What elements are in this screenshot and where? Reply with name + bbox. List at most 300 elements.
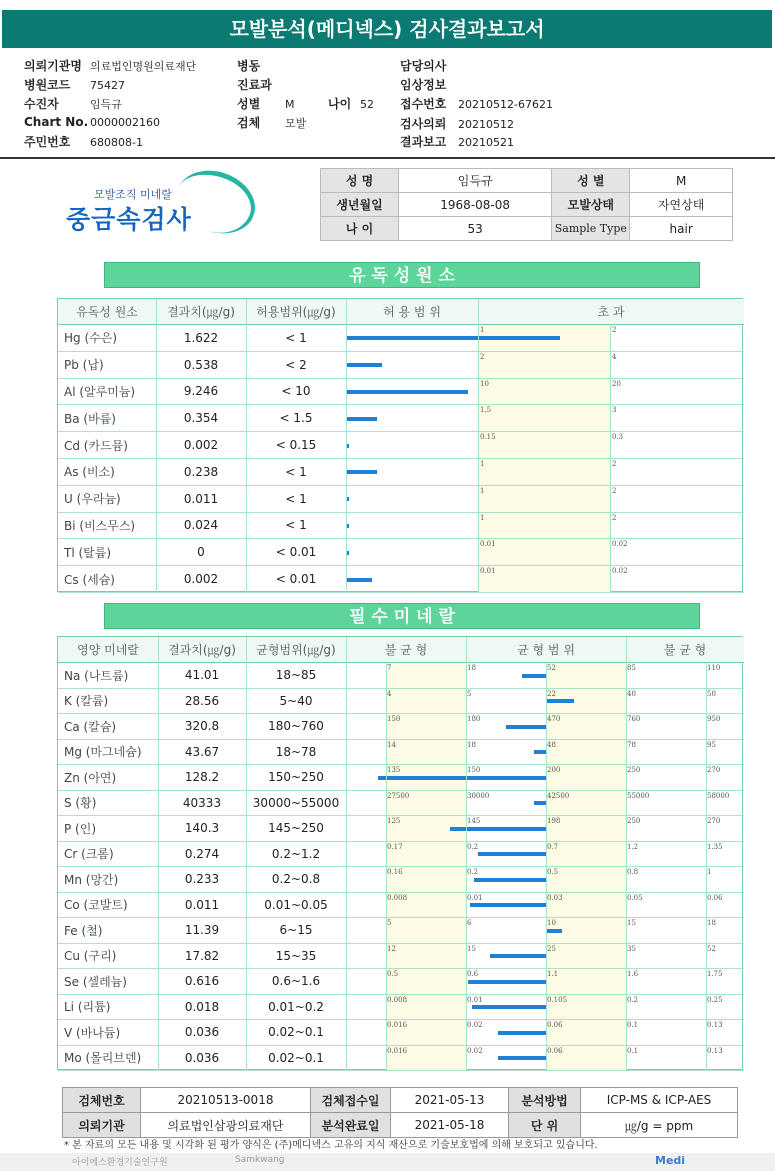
institution-label: 의뢰기관명 [24,59,82,73]
sex-value: M [285,98,295,111]
done-date-value: 2021-05-18 [391,1113,509,1138]
mineral-header-5: 불 균 형 [663,643,707,657]
mineral-tick: 1 [707,868,712,876]
chart-no-label: Chart No. [24,115,89,129]
mineral-tick: 22 [547,689,556,698]
toxic-element-range: < 1 [285,518,307,533]
mineral-element-value: 0.018 [184,999,220,1014]
mineral-tick: 0.16 [387,868,403,876]
mineral-element-value: 40333 [182,795,222,810]
toxic-element-value: 0.238 [183,464,219,479]
mineral-element-value: 0.036 [184,1050,220,1065]
mineral-element-value: 11.39 [184,923,220,938]
mineral-tick: 0.8 [627,868,639,876]
clinical-label: 임상정보 [400,78,447,92]
mineral-element-name: Fe (철) [64,923,103,938]
mineral-element-name: Cu (구리) [64,949,117,964]
mineral-value-bar [498,1056,546,1060]
mineral-header-0: 영양 미네랄 [77,643,139,657]
mineral-tick: 135 [387,766,401,774]
mineral-tick: 7 [387,664,392,672]
ward-label: 병동 [237,59,261,73]
toxic-row [58,405,744,432]
mineral-tick: 0.2 [467,868,479,876]
toxic-tick-1: 1 [480,513,485,522]
pt-sex-value: M [630,169,733,193]
toxic-element-range: < 0.01 [275,545,317,560]
mineral-row [58,842,744,868]
mineral-tick: 950 [707,715,721,723]
toxic-element-name: Ba (바륨) [64,411,116,426]
mineral-element-value: 140.3 [184,821,220,836]
mineral-value-bar [470,903,546,907]
mineral-value-bar [506,725,546,729]
mineral-tick: 470 [547,715,561,723]
mineral-tick: 5 [387,919,392,927]
mineral-tick: 1.75 [707,970,723,978]
mineral-tick: 0.25 [707,995,723,1004]
toxic-element-range: < 2 [285,357,307,372]
toxic-grid-vline [346,299,347,593]
mineral-tick: 27500 [387,791,410,800]
mineral-tick: 0.1 [627,1046,639,1055]
toxic-row [58,352,744,379]
mineral-tick: 14 [387,740,396,749]
mineral-element-name: Li (리튬) [64,1000,111,1015]
toxic-element-name: Cd (카드뮴) [64,438,128,453]
mineral-tick: 0.016 [387,1046,408,1055]
mineral-grid-vline [546,663,547,1071]
toxic-element-range: < 1 [285,330,307,345]
mineral-tick: 0.01 [467,995,483,1004]
toxic-row [58,325,744,352]
mineral-tick: 110 [707,664,721,672]
receipt-no-label: 접수번호 [400,97,447,111]
mineral-value-bar [478,852,546,856]
mineral-tick: 760 [627,715,641,723]
mineral-header-row [58,637,744,663]
mineral-element-value: 28.56 [184,693,220,708]
toxic-row [58,459,744,486]
pt-age-value: 53 [399,217,552,241]
toxic-value-bar [346,417,377,421]
mineral-row [58,740,744,766]
mineral-row [58,1046,744,1072]
mineral-tick: 0.03 [547,893,563,902]
toxic-tick-2: 2 [612,513,617,522]
footer-strip [0,1153,775,1171]
toxic-row [58,513,744,540]
pt-dob-value: 1968-08-08 [399,193,552,217]
footer-left-logo: 아이에스환경기술연구원 [72,1158,168,1168]
mineral-tick: 270 [707,817,721,825]
toxic-element-name: Hg (수은) [64,331,118,346]
footer-mid-logo: Samkwang [235,1155,285,1165]
mineral-value-bar [522,674,546,678]
toxic-element-value: 0.002 [183,572,219,587]
mineral-tick: 1.6 [627,970,639,978]
toxic-header-1: 결과치(㎍/g) [167,305,235,319]
pt-age-label: 나 이 [321,217,399,241]
footer-right-logo: Medi [655,1154,686,1167]
toxic-tick-1: 1 [480,326,485,334]
patient-info-table [320,168,733,241]
mineral-element-range: 180~760 [268,719,324,734]
mineral-tick: 250 [627,766,641,774]
toxic-tick-2: 0.02 [612,540,628,549]
mineral-element-name: Mg (마그네슘) [64,745,142,760]
patient-label: 수진자 [24,97,59,111]
mineral-tick: 12 [387,944,396,953]
mineral-row [58,689,744,715]
toxic-element-name: Bi (비스무스) [64,518,136,533]
mineral-value-bar [378,776,546,780]
mineral-row [58,663,744,689]
mineral-value-bar [546,699,574,703]
mineral-element-value: 0.036 [184,1025,220,1040]
mineral-grid-vline [246,637,247,1071]
mineral-tick: 58000 [707,791,730,800]
mineral-tick: 35 [627,944,636,953]
mineral-element-range: 0.2~0.8 [271,872,321,887]
mineral-tick: 4 [387,689,392,698]
toxic-grid-vline [156,299,157,593]
mineral-element-range: 150~250 [268,770,324,785]
mineral-grid-vline [706,663,707,1071]
toxic-value-bar [346,390,468,394]
mineral-element-range: 145~250 [268,821,324,836]
mineral-value-bar [468,980,546,984]
toxic-tick-1: 2 [480,352,485,361]
mineral-tick: 15 [627,919,636,927]
mineral-tick: 145 [467,817,481,825]
logo [66,172,266,242]
mineral-element-name: S (황) [64,796,97,811]
toxic-tick-2: 2 [612,486,617,495]
mineral-tick: 1.35 [707,842,723,851]
recv-date-label: 검체접수일 [311,1088,391,1113]
pt-hair-label: 모발상태 [552,193,630,217]
toxic-value-bar [346,336,560,340]
mineral-element-range: 5~40 [279,693,313,708]
mineral-element-range: 0.2~1.2 [271,846,321,861]
mineral-row [58,944,744,970]
mineral-tick: 18 [467,740,476,749]
spec-no-value: 20210513-0018 [141,1088,311,1113]
mineral-tick: 10 [547,919,556,927]
mineral-element-value: 0.233 [184,872,220,887]
toxic-tick-2: 20 [612,379,621,388]
mineral-tick: 50 [707,689,716,698]
toxic-tick-1: 1 [480,486,485,495]
toxic-row [58,566,744,593]
toxic-element-value: 0.354 [183,411,219,426]
mineral-row [58,791,744,817]
mineral-tick: 250 [627,817,641,825]
mineral-tick: 5 [467,689,472,698]
test-request-value: 20210512 [458,118,514,131]
toxic-header-4: 초 과 [597,305,625,319]
mineral-element-name: Cr (크롬) [64,847,114,862]
mineral-header-4: 균 형 범 위 [517,643,575,657]
mineral-element-name: Zn (아연) [64,770,117,785]
mineral-header-2: 균형범위(㎍/g) [256,643,336,657]
toxic-element-range: < 1 [285,491,307,506]
toxic-element-value: 0 [197,545,205,560]
toxic-element-range: < 1.5 [279,411,313,426]
mineral-tick: 1.2 [627,842,639,851]
mineral-value-bar [534,750,546,754]
method-label: 분석방법 [509,1088,581,1113]
mineral-value-bar [450,827,546,831]
mineral-tick: 198 [547,817,561,825]
toxic-element-value: 9.246 [183,384,219,399]
mineral-element-range: 0.02~0.1 [268,1025,324,1040]
mineral-header-1: 결과치(㎍/g) [168,643,236,657]
mineral-element-name: Co (코발트) [64,898,128,913]
mineral-tick: 55000 [627,791,650,800]
mineral-element-value: 17.82 [184,948,220,963]
mineral-tick: 0.7 [547,842,559,851]
mineral-element-range: 15~35 [275,948,317,963]
toxic-row [58,539,744,566]
mineral-tick: 95 [707,740,716,749]
toxic-tick-2: 2 [612,460,617,468]
mineral-element-name: Mo (몰리브덴) [64,1051,142,1066]
mineral-tick: 18 [707,919,716,927]
toxic-element-name: Cs (세슘) [64,572,115,587]
mineral-tick: 85 [627,664,636,672]
mineral-tick: 180 [467,715,481,723]
pt-sex-label: 성 별 [552,169,630,193]
age-value: 52 [360,98,374,111]
toxic-element-value: 0.538 [183,357,219,372]
report-title: 모발분석(메디넥스) 검사결과보고서 [2,10,772,48]
toxic-element-name: As (비소) [64,465,115,480]
toxic-element-range: < 10 [281,384,311,399]
mineral-tick: 0.05 [627,893,643,902]
toxic-section-band: 유 독 성 원 소 [104,262,700,288]
mineral-grid-vline [626,637,627,1071]
toxic-row [58,432,744,459]
mineral-element-name: P (인) [64,821,97,836]
toxic-value-bar [346,470,377,474]
mineral-tick: 0.06 [547,1046,563,1055]
logo-title: 중금속검사 [66,205,192,234]
spec-no-label: 검체번호 [63,1088,141,1113]
toxic-element-name: U (우라늄) [64,492,121,507]
toxic-element-range: < 1 [285,464,307,479]
mineral-tick: 0.13 [707,1021,723,1029]
result-report-value: 20210521 [458,136,514,149]
copyright-note: * 본 자료의 모든 내용 및 시각화 된 평가 양식은 (주)메디넥스 고유의 지식 재산으로 기술보호법에 의해 보호되고 있습니다. [64,1140,598,1151]
mineral-tick: 6 [467,919,472,927]
mineral-value-bar [534,801,546,805]
mineral-tick: 0.06 [547,1021,563,1029]
mineral-tick: 30000 [467,791,490,800]
mineral-element-range: 30000~55000 [252,795,340,810]
pt-name-label: 성 명 [321,169,399,193]
mineral-tick: 270 [707,766,721,774]
mineral-value-bar [498,1031,546,1035]
pt-hair-value: 자연상태 [630,193,733,217]
mineral-tick: 0.02 [467,1046,483,1055]
mineral-value-bar [472,1005,546,1009]
mineral-tick: 0.105 [547,995,568,1004]
mineral-tick: 0.17 [387,842,403,851]
mineral-element-value: 41.01 [184,668,220,683]
header-divider [0,157,775,159]
mineral-tick: 15 [467,944,476,953]
rrn-label: 주민번호 [24,135,71,149]
toxic-header-2: 허용범위(㎍/g) [256,305,336,319]
pt-sample-type-label: Sample Type [552,217,630,241]
mineral-element-value: 0.274 [184,846,220,861]
recv-date-value: 2021-05-13 [391,1088,509,1113]
pt-name-value: 임득규 [399,169,552,193]
mineral-row [58,1020,744,1046]
toxic-row [58,379,744,406]
toxic-tick-1: 1 [480,460,485,468]
mineral-tick: 1.1 [547,970,559,978]
dept-label: 진료과 [237,78,272,92]
receipt-no-value: 20210512-67621 [458,98,553,111]
test-request-label: 검사의뢰 [400,117,447,131]
mineral-element-range: 18~78 [275,744,317,759]
mineral-element-range: 0.6~1.6 [271,974,321,989]
inst-value: 의료법인삼광의료재단 [141,1113,311,1138]
mineral-section-band: 필 수 미 네 랄 [104,603,700,629]
mineral-tick: 78 [627,740,636,749]
mineral-tick: 0.016 [387,1021,408,1029]
mineral-element-range: 0.01~0.05 [264,897,328,912]
mineral-element-name: V (바나듐) [64,1025,121,1040]
pt-dob-label: 생년월일 [321,193,399,217]
mineral-row [58,867,744,893]
analysis-info-table [62,1087,738,1138]
done-date-label: 분석완료일 [311,1113,391,1138]
mineral-grid-vline [346,637,347,1071]
sex-label: 성별 [237,97,261,111]
mineral-grid-vline [158,637,159,1071]
mineral-element-value: 0.616 [184,974,220,989]
method-value: ICP-MS & ICP-AES [581,1088,738,1113]
toxic-header-3: 허 용 범 위 [383,305,441,319]
mineral-tick: 0.13 [707,1046,723,1055]
mineral-element-range: 0.01~0.2 [268,999,324,1014]
mineral-tick: 0.008 [387,893,408,902]
mineral-tick: 0.01 [467,893,483,902]
specimen-label: 검체 [237,116,261,130]
mineral-row [58,893,744,919]
patient-value: 임득규 [90,98,122,111]
mineral-tick: 125 [387,817,401,825]
toxic-tick-1: 0.01 [480,567,496,576]
toxic-element-name: Pb (납) [64,358,104,373]
rrn-value: 680808-1 [90,136,143,149]
mineral-tick: 0.6 [467,970,479,978]
mineral-tick: 52 [547,664,556,672]
toxic-header-row [58,299,744,325]
mineral-header-3: 불 균 형 [384,643,428,657]
toxic-element-value: 0.002 [183,438,219,453]
mineral-value-bar [474,878,546,882]
mineral-row [58,816,744,842]
mineral-element-value: 320.8 [184,719,220,734]
toxic-grid-vline [478,299,479,593]
mineral-element-name: Na (나트륨) [64,668,129,683]
specimen-value: 모발 [285,117,307,130]
toxic-tick-1: 0.15 [480,433,496,442]
mineral-element-range: 6~15 [279,923,313,938]
mineral-elements-grid [57,636,743,1070]
toxic-header-0: 유독성 원소 [76,305,138,319]
mineral-element-range: 0.02~0.1 [268,1050,324,1065]
inst-label: 의뢰기관 [63,1113,141,1138]
toxic-element-value: 1.622 [183,330,219,345]
toxic-element-name: Tl (탈륨) [64,545,112,560]
mineral-tick: 25 [547,944,556,953]
pt-sample-type-value: hair [630,217,733,241]
result-report-label: 결과보고 [400,135,447,149]
mineral-element-name: Ca (칼슘) [64,719,117,734]
age-label: 나이 [328,97,352,111]
mineral-row [58,995,744,1021]
toxic-tick-1: 10 [480,379,489,388]
mineral-element-name: K (칼륨) [64,694,109,709]
mineral-tick: 150 [467,766,481,774]
mineral-tick: 0.008 [387,995,408,1004]
toxic-tick-1: 0.01 [480,540,496,549]
mineral-element-range: 18~85 [275,668,317,683]
toxic-element-value: 0.011 [183,491,219,506]
toxic-tick-2: 0.3 [612,433,624,442]
toxic-value-bar [346,363,382,367]
mineral-grid-vline [466,637,467,1071]
mineral-tick: 0.2 [467,842,479,851]
mineral-row [58,765,744,791]
mineral-value-bar [490,954,546,958]
mineral-element-name: Mn (망간) [64,872,119,887]
toxic-value-bar [346,578,372,582]
mineral-tick: 0.5 [387,970,399,978]
institution-value: 의료법인명원의료재단 [90,60,197,73]
mineral-row [58,918,744,944]
mineral-tick: 48 [547,740,556,749]
mineral-tick: 0.1 [627,1021,639,1029]
mineral-tick: 150 [387,715,401,723]
mineral-tick: 0.2 [627,995,639,1004]
doctor-label: 담당의사 [400,59,447,73]
mineral-row [58,714,744,740]
mineral-tick: 42500 [547,791,570,800]
mineral-element-name: Se (셀레늄) [64,974,127,989]
toxic-tick-2: 4 [612,352,617,361]
mineral-tick: 18 [467,664,476,672]
toxic-tick-2: 2 [612,326,617,334]
toxic-element-range: < 0.15 [275,438,317,453]
mineral-tick: 0.02 [467,1021,483,1029]
toxic-element-name: Al (알루미늄) [64,384,136,399]
mineral-element-value: 0.011 [184,897,220,912]
hospital-code-label: 병원코드 [24,78,71,92]
toxic-tick-2: 0.02 [612,567,628,576]
unit-label: 단 위 [509,1113,581,1138]
mineral-grid-vline [386,663,387,1071]
mineral-element-value: 43.67 [184,744,220,759]
toxic-row [58,486,744,513]
toxic-grid-vline [246,299,247,593]
